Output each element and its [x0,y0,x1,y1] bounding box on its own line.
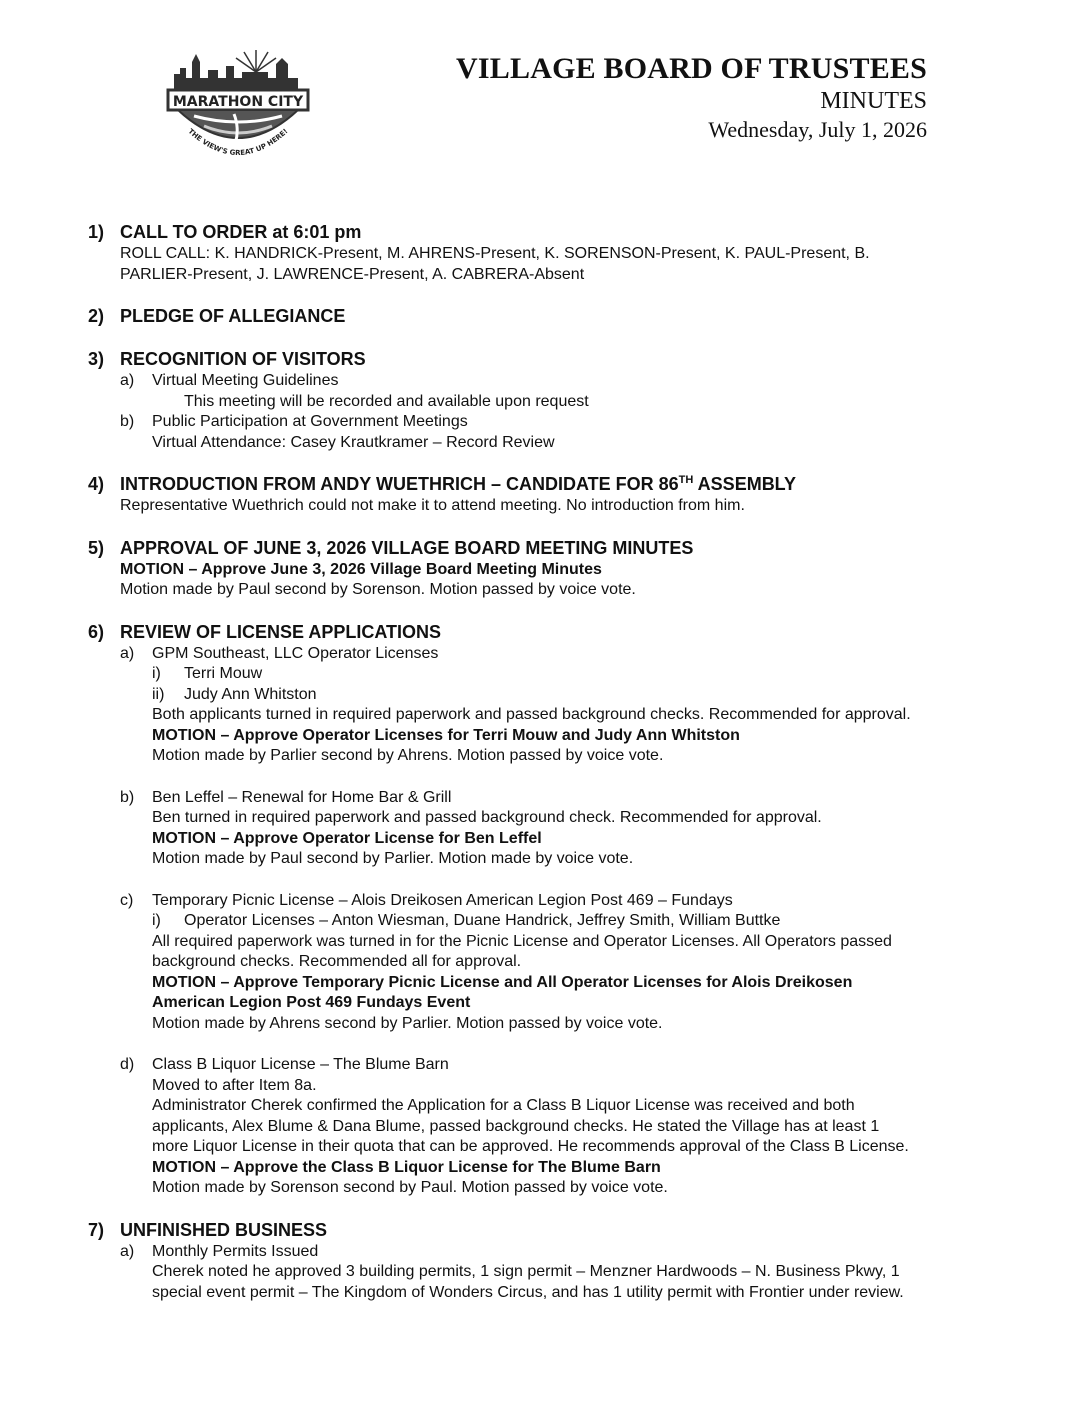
motion-text: MOTION – Approve Operator Licenses for Terri Mouw and Judy Ann Whitston [152,726,740,744]
subitem-a [120,371,1008,412]
subitem-label: a) [120,644,135,662]
subsubitem-label: ii) [152,685,165,703]
svg-text:THE VIEW'S GREAT UP HERE!: THE VIEW'S GREAT UP HERE! [186,127,290,158]
motion-text: MOTION – Approve the Class B Liquor License for The Blume Barn [152,1158,661,1176]
subitem-text: Public Participation at Government Meetings [152,413,468,430]
subitem-text: Class B Liquor License – The Blume Barn [152,1056,449,1073]
section-number: 4) [88,474,105,494]
motion-result: Motion made by Ahrens second by Parlier. Motion passed by voice vote. [152,1014,663,1032]
subitem-label: a) [120,372,135,389]
subitem-note: This meeting will be recorded and available upon request [184,392,589,410]
subitem-note-2: Administrator Cherek confirmed the Application for a Class B Liquor License was received and both [152,1097,855,1114]
subitem-label: c) [120,891,134,909]
subsubitem-text: Terri Mouw [184,665,263,682]
section-number: 1) [88,222,105,242]
subitem-note-4: more Liquor License in their quota that can be approved. He recommends approval of the Class B License. [152,1138,909,1155]
subitem-text: Monthly Permits Issued [152,1242,319,1260]
subitem-note-1: Moved to after Item 8a. [152,1076,317,1094]
subsubitem-label: i) [152,912,161,929]
section-note: Representative Wuethrich could not make it to attend meeting. No introduction from him. [120,497,745,514]
section-pledge [88,305,1008,328]
subitem-note-1: All required paperwork was turned in for the Picnic License and Operator Licenses. All Operators passed [152,932,892,950]
motion-result: Motion made by Parlier second by Ahrens. Motion passed by voice vote. [152,747,664,764]
document-header [456,52,927,144]
subsubitem-label: i) [152,665,161,682]
heading-superscript: TH [678,474,694,486]
subitem-text: Ben Leffel – Renewal for Home Bar & Grill [152,788,452,806]
subsubitem-i [152,664,1008,685]
section-heading: PLEDGE OF ALLEGIANCE [120,306,346,326]
subitem-label: a) [120,1242,135,1260]
section-introduction [88,473,1008,517]
document-title: VILLAGE BOARD OF TRUSTEES [456,52,927,85]
subitem-label: b) [120,788,135,806]
section-unfinished-business [88,1219,1008,1304]
section-heading: CALL TO ORDER at 6:01 pm [120,222,362,242]
subitem-note: Ben turned in required paperwork and passed background check. Recommended for approval. [152,809,822,826]
subsubitem-i [152,911,1008,932]
section-call-to-order [88,221,1008,285]
motion-text: MOTION – Approve Operator License for Ben Leffel [152,829,542,847]
roll-call-line-1: ROLL CALL: K. HANDRICK-Present, M. AHRENS-Present, K. SORENSON-Present, K. PAUL-Present, B. [120,245,870,262]
subsubitem-ii [152,685,1008,706]
section-heading: APPROVAL OF JUNE 3, 2026 VILLAGE BOARD MEETING MINUTES [120,537,694,558]
section-heading: RECOGNITION OF VISITORS [120,349,366,369]
section-heading: REVIEW OF LICENSE APPLICATIONS [120,621,442,642]
subitem-text: Virtual Meeting Guidelines [152,372,339,389]
motion-result: Motion made by Paul second by Parlier. Motion made by voice vote. [152,850,634,867]
subitem-note-2: special event permit – The Kingdom of Wonders Circus, and has 1 utility permit with Frontier under review. [152,1283,904,1301]
motion-text-1: MOTION – Approve Temporary Picnic License and All Operator Licenses for Alois Dreikosen [152,973,853,991]
meeting-date: Wednesday, July 1, 2026 [708,117,927,142]
section-heading: UNFINISHED BUSINESS [120,1219,328,1240]
subitem-a [120,1242,1008,1304]
minutes-body [88,221,1008,1303]
section-number: 6) [88,621,105,642]
subitem-a [120,644,1008,767]
section-license-applications [88,621,1008,1199]
subitem-label: d) [120,1056,135,1073]
document-subtitle: MINUTES [820,88,927,114]
section-heading [120,473,1008,496]
section-number: 2) [88,306,105,326]
subitem-text: GPM Southeast, LLC Operator Licenses [152,644,439,662]
subsubitem-text: Operator Licenses – Anton Wiesman, Duane Handrick, Jeffrey Smith, William Buttke [184,912,781,929]
subsubitem-text: Judy Ann Whitston [184,685,317,703]
motion-text-2: American Legion Post 469 Fundays Event [152,994,471,1011]
logo-emblem-icon [164,44,312,168]
subitem-note-1: Cherek noted he approved 3 building permits, 1 sign permit – Menzner Hardwoods – N. Business Pkwy, 1 [152,1263,900,1280]
subitem-d [120,1055,1008,1199]
section-number: 3) [88,349,105,369]
svg-text:MARATHON CITY: MARATHON CITY [172,94,304,110]
subitem-b [120,788,1008,870]
subitem-label: b) [120,413,135,430]
subitem-note-3: applicants, Alex Blume & Dana Blume, passed background checks. He stated the Village has at least 1 [152,1117,880,1135]
section-number: 7) [88,1219,105,1240]
roll-call-line-2: PARLIER-Present, J. LAWRENCE-Present, A. CABRERA-Absent [120,265,585,283]
heading-text: INTRODUCTION FROM ANDY WUETHRICH – CANDIDATE FOR 86 [120,474,679,494]
subitem-b [120,412,1008,453]
section-recognition-of-visitors [88,348,1008,453]
subitem-note: Virtual Attendance: Casey Krautkramer – Record Review [152,433,555,451]
heading-text-end: ASSEMBLY [693,474,797,494]
subitem-note-2: background checks. Recommended all for approval. [152,953,522,970]
subitem-c [120,891,1008,1035]
section-number: 5) [88,537,105,558]
marathon-city-logo [164,44,312,168]
section-approval-of-minutes [88,537,1008,601]
motion-result: Motion made by Paul second by Sorenson. Motion passed by voice vote. [120,581,636,598]
subitem-note: Both applicants turned in required paperwork and passed background checks. Recommended for approval. [152,706,911,723]
motion-result: Motion made by Sorenson second by Paul. Motion passed by voice vote. [152,1179,668,1196]
subitem-text: Temporary Picnic License – Alois Dreikosen American Legion Post 469 – Fundays [152,891,733,909]
motion-text: MOTION – Approve June 3, 2026 Village Board Meeting Minutes [120,560,602,578]
